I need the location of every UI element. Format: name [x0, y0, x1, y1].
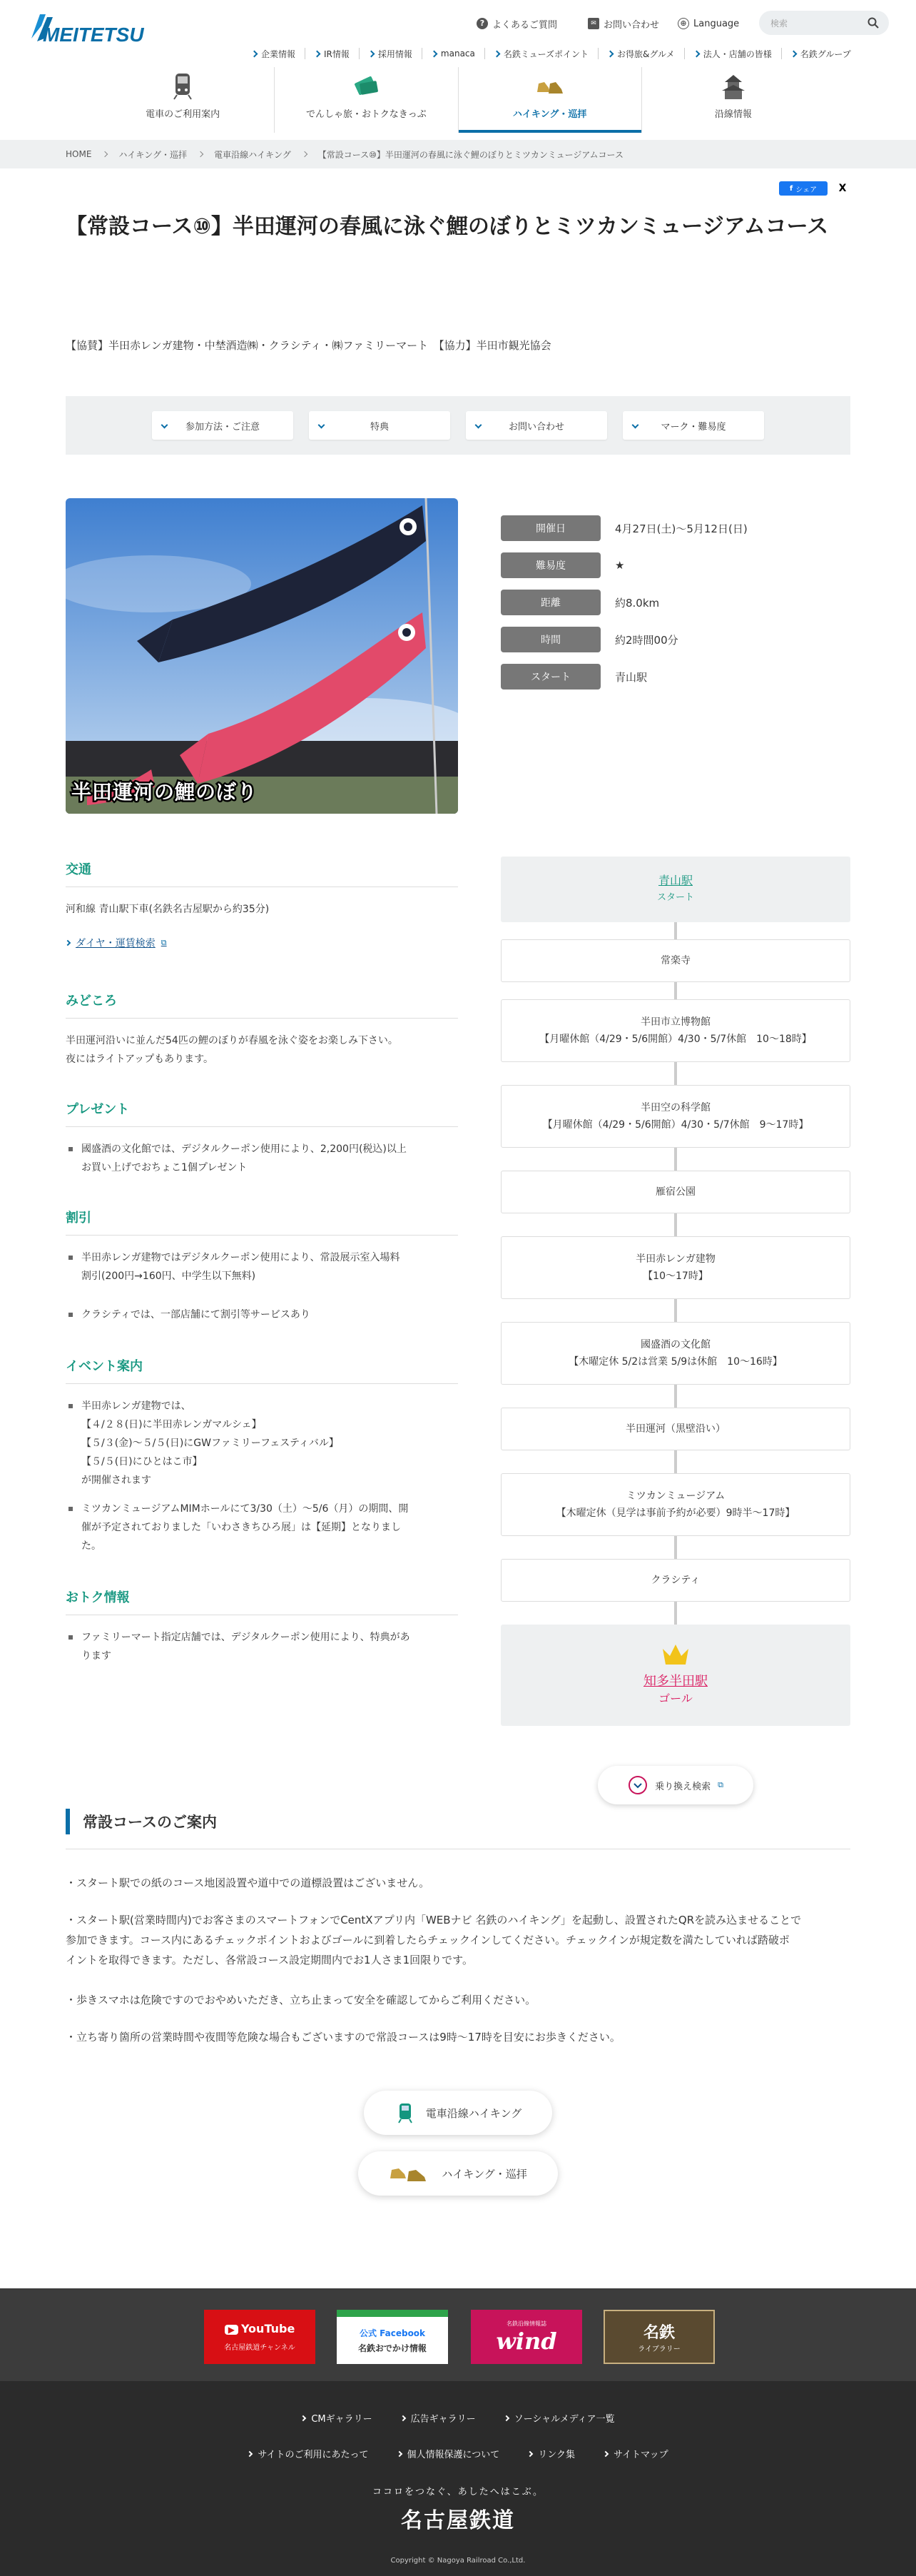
list-item-line: 催が予定されておりました「いわさきちひろ展」は【延期】となりまし [81, 1522, 401, 1533]
facebook-banner[interactable] [337, 2310, 448, 2364]
chevron-right-icon [300, 2415, 306, 2420]
stop-name: 半田空の科学館 [641, 1102, 711, 1113]
regular-paragraph [66, 2027, 858, 2047]
subnav-label: お得旅&グルメ [617, 49, 675, 59]
x-share-button[interactable] [835, 181, 850, 196]
facebook-banner-title: 公式 Facebook [359, 2328, 426, 2338]
stop-name: 半田赤レンガ建物 [636, 1253, 716, 1265]
start-tag: スタート [656, 892, 694, 903]
subnav-label: 名鉄ミューズポイント [503, 49, 589, 59]
breadcrumb-current: 【常設コース⑩】半田運河の春風に泳ぐ鯉のぼりとミツカンミュージアムコース [317, 149, 624, 160]
timetable-link-label: ダイヤ・運賃検索 [76, 938, 156, 949]
route-stop [501, 1322, 850, 1385]
tab-label: マーク・難易度 [661, 421, 726, 433]
chevron-right-icon [527, 2450, 533, 2456]
list-item-line: 國盛酒の文化館では、デジタルクーポン使用により、2,200円(税込)以上 [81, 1143, 407, 1155]
hiking-pilgrimage-label: ハイキング・巡拝 [442, 2167, 527, 2181]
route-start [501, 857, 850, 922]
wind-banner-title: wind [496, 2327, 557, 2355]
faq-label: よくあるご質問 [492, 19, 558, 31]
x-icon: X [838, 183, 847, 194]
footer-link[interactable] [301, 2411, 372, 2425]
footer-link[interactable] [504, 2411, 615, 2425]
chevron-right-icon [251, 50, 258, 57]
chevron-right-icon [314, 50, 321, 57]
subnav-item[interactable] [684, 48, 781, 59]
route-goal [501, 1625, 850, 1726]
section-heading: おトク情報 [66, 1587, 458, 1615]
route-stop [501, 939, 850, 982]
chevron-down-icon [632, 422, 639, 429]
hiking-shoes-icon [534, 72, 566, 101]
clock-icon [628, 1775, 648, 1795]
tab-label: お問い合わせ [508, 421, 564, 433]
list-item [66, 1248, 458, 1286]
tab-label: 参加方法・ご注意 [185, 421, 260, 433]
info-value: 4月27日(土)～5月12日(日) [615, 522, 748, 535]
external-link-icon: ⧉ [161, 938, 167, 947]
site-header [0, 0, 916, 140]
chevron-right-icon [396, 2450, 402, 2456]
search-input[interactable] [759, 11, 889, 35]
present-section [66, 1099, 458, 1191]
transfer-search-button[interactable] [598, 1766, 753, 1804]
route-stop [501, 1408, 850, 1450]
stop-hours: 【月曜休館（4/29・5/6開館）4/30・5/7休館 9～17時】 [542, 1119, 809, 1131]
footer [0, 2381, 916, 2576]
sub-navigation [243, 43, 860, 64]
tab-label: 特典 [370, 421, 389, 433]
paragraph-line: ・スタート駅(営業時間内)でお客さまのスマートフォンでCentXアプリ内「WEBナビ 名鉄のハイキング」を起動し、設置されたQRを読み込ませることで [66, 1914, 802, 1926]
copyright: Copyright © Nagoya Railroad Co.,Ltd. [390, 2557, 526, 2565]
library-banner-sub: ライブラリー [638, 2345, 681, 2353]
logo-text: MEITETSU [43, 24, 144, 46]
koinobori-image [66, 498, 458, 814]
deals-section [66, 1587, 458, 1680]
route-stop [501, 1171, 850, 1213]
page-title: 【常設コース⑩】半田運河の春風に泳ぐ鯉のぼりとミツカンミュージアムコース [66, 214, 829, 239]
stop-hours: 【10～17時】 [643, 1271, 708, 1282]
mainnav-tickets[interactable] [274, 67, 457, 133]
subnav-label: IR情報 [324, 49, 350, 59]
section-heading: プレゼント [66, 1099, 458, 1127]
footer-link[interactable] [528, 2447, 575, 2460]
route-stop [501, 1473, 850, 1536]
footer-link-label: サイトマップ [614, 2450, 668, 2460]
facebook-share-button[interactable] [779, 181, 828, 196]
meitetsu-logo[interactable] [27, 10, 156, 51]
external-link-icon: ⧉ [718, 1780, 723, 1789]
hiking-shoes-icon [389, 2163, 432, 2184]
discount-section [66, 1208, 458, 1338]
crown-icon [661, 1643, 690, 1667]
mail-icon: ✉ [588, 18, 599, 29]
footer-links-2 [0, 2447, 916, 2460]
section-heading: 割引 [66, 1208, 458, 1236]
footer-link-label: リンク集 [538, 2450, 575, 2460]
list-item-line: 半田赤レンガ建物ではデジタルクーポン使用により、常設展示室入場料 [81, 1252, 400, 1263]
mainnav-hiking[interactable] [458, 67, 641, 133]
footer-link[interactable] [397, 2447, 500, 2460]
info-label: 時間 [501, 627, 601, 652]
tab-marks[interactable] [623, 411, 764, 440]
chevron-down-icon [318, 422, 325, 429]
stop-name: 常楽寺 [661, 955, 691, 966]
regular-paragraph [66, 1910, 858, 1970]
wind-banner-sub: 名鉄沿線情報誌 [507, 2320, 546, 2327]
list-item-line: 【５/５(日)にひとはこ市】 [81, 1456, 203, 1468]
info-label: 難易度 [501, 552, 601, 578]
list-item-line: 【４/２８(日)に半田赤レンガマルシェ】 [81, 1419, 262, 1430]
train-icon [395, 2102, 416, 2123]
section-heading: みどころ [66, 991, 458, 1019]
goal-station-link[interactable]: 知多半田駅 [643, 1674, 708, 1689]
footer-link[interactable] [604, 2447, 668, 2460]
footer-link-label: 広告ギャラリー [410, 2414, 476, 2425]
list-item-line: ファミリーマート指定店舗では、デジタルクーポン使用により、特典があ [81, 1632, 410, 1643]
stop-name: 國盛酒の文化館 [641, 1339, 711, 1350]
highlights-text: 半田運河沿いに並んだ54匹の鯉のぼりが春風を泳ぐ姿をお楽しみ下さい。 [66, 1035, 398, 1046]
footer-link-label: CMギャラリー [311, 2414, 372, 2425]
goal-tag: ゴール [658, 1692, 693, 1705]
paragraph-line: イントを取得できます。ただし、各常設コース設定期間内でお1人さま1回限りです。 [66, 1954, 473, 1966]
chevron-right-icon [493, 50, 500, 57]
regular-paragraph [66, 1873, 858, 1893]
route-stop [501, 999, 850, 1062]
chevron-down-icon [475, 422, 482, 429]
list-item-line: ミツカンミュージアムMIMホールにて3/30（土）～5/6（月）の期間、開 [81, 1503, 409, 1515]
info-row [501, 658, 858, 695]
stop-name: ミツカンミュージアム [626, 1490, 726, 1502]
tab-contact[interactable] [466, 411, 607, 440]
start-station-link[interactable]: 青山駅 [658, 874, 693, 887]
question-icon: ? [477, 18, 488, 29]
subnav-item[interactable] [598, 48, 684, 59]
info-label: 開催日 [501, 515, 601, 541]
chevron-right-icon [102, 151, 108, 157]
youtube-title: YouTube [240, 2322, 295, 2335]
list-item-line: 割引(200円→160円、中学生以下無料) [81, 1271, 256, 1282]
chevron-right-icon [367, 50, 375, 57]
subnav-label: manaca [440, 49, 475, 59]
list-item [66, 1500, 458, 1555]
subnav-label: 採用情報 [377, 49, 412, 59]
info-value: 約2時間00分 [615, 633, 678, 647]
highlights-text: 夜にはライトアップもあります。 [66, 1054, 214, 1065]
chevron-right-icon [400, 2415, 405, 2420]
info-value: 青山駅 [615, 670, 648, 684]
subnav-item[interactable] [305, 48, 359, 59]
subnav-item[interactable] [359, 48, 422, 59]
hiking-pilgrimage-button[interactable] [358, 2151, 558, 2196]
info-row [501, 547, 858, 584]
ticket-icon [350, 72, 382, 101]
youtube-icon: ▶ YouTube [225, 2322, 295, 2335]
main-navigation [91, 67, 825, 133]
course-route [501, 857, 850, 1749]
stop-name: クラシティ [651, 1575, 701, 1586]
star-icon: ★ [615, 559, 625, 572]
search-placeholder: 検索 [770, 18, 788, 29]
event-section [66, 1356, 458, 1570]
footer-link[interactable] [401, 2411, 476, 2425]
mainnav-area-info[interactable] [641, 67, 825, 133]
info-row [501, 510, 858, 547]
list-item-line: お買い上げでおちょこ1個プレゼント [81, 1162, 248, 1173]
access-text: 河和線 青山駅下車(名鉄名古屋駅から約35分) [66, 904, 270, 915]
contact-label: お問い合わせ [604, 19, 660, 31]
footer-link-label: 個人情報保護について [407, 2450, 500, 2460]
train-icon [167, 72, 198, 101]
subnav-item[interactable] [781, 48, 860, 59]
info-label: スタート [501, 664, 601, 690]
stop-hours: 【木曜定休（見学は事前予約が必要）9時半～17時】 [556, 1507, 795, 1519]
regular-course-heading: 常設コースのご案内 [66, 1809, 217, 1834]
facebook-banner-sub: 名鉄おでかけ情報 [358, 2343, 427, 2353]
photo-caption: 半田運河の鯉のぼり [71, 780, 258, 804]
paragraph-line: ・スタート駅での紙のコース地図設置や道中での道標設置はございません。 [66, 1877, 430, 1889]
faq-link[interactable] [477, 14, 557, 33]
stop-hours: 【月曜休館（4/29・5/6開館）4/30・5/7休館 10～18時】 [539, 1034, 812, 1045]
list-item-line: 半田赤レンガ建物では、 [81, 1400, 191, 1412]
youtube-banner[interactable] [204, 2310, 315, 2364]
chevron-right-icon [693, 50, 700, 57]
list-item-line: が開催されます [81, 1475, 151, 1486]
globe-icon: ⊕ [678, 18, 689, 29]
list-item-line: 【５/３(金)～５/５(日)にGWファミリーフェスティバル】 [81, 1438, 339, 1449]
tab-benefits[interactable] [309, 411, 450, 440]
tab-participation[interactable] [152, 411, 293, 440]
mainnav-label: 電車のご利用案内 [146, 109, 220, 120]
info-label: 距離 [501, 590, 601, 615]
chevron-right-icon [301, 151, 307, 157]
info-row [501, 621, 858, 658]
breadcrumb [0, 140, 916, 168]
language-label: Language [693, 18, 740, 29]
chevron-right-icon [790, 50, 797, 57]
footer-link-label: ソーシャルメディア一覧 [514, 2414, 615, 2425]
info-value: 約8.0km [615, 596, 660, 610]
subnav-item[interactable] [422, 48, 484, 59]
breadcrumb-home[interactable]: HOME [66, 149, 92, 159]
facebook-share-label: シェア [795, 186, 818, 194]
list-item [66, 1140, 458, 1177]
footer-banners [0, 2288, 916, 2381]
castle-icon [718, 72, 749, 101]
stop-name: 半田市立博物館 [641, 1016, 711, 1028]
list-item [66, 1397, 458, 1490]
route-stop [501, 1085, 850, 1148]
mainnav-label: 沿線情報 [714, 109, 752, 120]
paragraph-line: 参加できます。コース内にあるチェックポイントおよびゴールに到着したらチェックインしてください。チェックインが規定数を満たしていれば踏破ポ [66, 1934, 790, 1946]
chevron-right-icon [603, 2450, 609, 2456]
chevron-right-icon [198, 151, 203, 157]
subnav-item[interactable] [243, 48, 305, 59]
course-info [501, 510, 858, 695]
footer-link-label: サイトのご利用にあたって [258, 2450, 369, 2460]
section-heading: イベント案内 [66, 1356, 458, 1384]
facebook-icon: f [789, 184, 793, 193]
access-section [66, 859, 458, 950]
footer-tagline: ココロをつなぐ、あしたへはこぶ。 [372, 2487, 544, 2497]
chevron-right-icon [65, 940, 71, 946]
list-item-line: クラシティでは、一部店舗にて割引等サービスあり [81, 1309, 310, 1320]
youtube-sub: 名古屋鉄道チャンネル [224, 2344, 295, 2352]
chevron-right-icon [247, 2450, 253, 2456]
subnav-label: 企業情報 [261, 49, 296, 59]
highlights-section [66, 991, 458, 1069]
breadcrumb-hiking[interactable]: ハイキング・巡拝 [118, 149, 188, 160]
list-item-line: た。 [81, 1540, 101, 1552]
route-stop [501, 1236, 850, 1299]
anchor-tabs [66, 396, 850, 455]
stop-name: 半田運河（黒壁沿い） [626, 1423, 726, 1435]
mainnav-train-guide[interactable] [91, 67, 274, 133]
company-name: 名古屋鉄道 [401, 2508, 515, 2533]
footer-link[interactable] [248, 2447, 368, 2460]
library-banner[interactable] [604, 2310, 715, 2364]
contact-link[interactable] [588, 14, 659, 33]
chevron-right-icon [503, 2415, 509, 2420]
chevron-right-icon [607, 50, 614, 57]
transfer-search-label: 乗り換え検索 [655, 1781, 711, 1792]
stop-hours: 【木曜定休 5/2は営業 5/9は休館 10～16時】 [569, 1356, 783, 1368]
line-hiking-button[interactable] [364, 2091, 552, 2135]
chevron-down-icon [161, 422, 168, 429]
list-item-line: ります [81, 1650, 111, 1662]
paragraph-line: ・歩きスマホは危険ですのでおやめいただき、立ち止まって安全を確認してからご利用ください。 [66, 1994, 536, 2006]
section-heading: 交通 [66, 859, 458, 887]
sponsor-text: 【協賛】半田赤レンガ建物・中埜酒造㈱・クラシティ・㈱ファミリーマート 【協力】半田市観光協会 [66, 339, 551, 352]
regular-paragraph [66, 1990, 858, 2010]
search-icon[interactable] [867, 17, 879, 29]
chevron-right-icon [430, 50, 437, 57]
library-banner-title: 名鉄 [643, 2324, 675, 2342]
stop-name: 雁宿公園 [656, 1186, 696, 1198]
course-photo [66, 498, 458, 814]
info-row [501, 584, 858, 621]
wind-banner[interactable] [471, 2310, 582, 2364]
route-stop [501, 1559, 850, 1602]
list-item [66, 1628, 458, 1665]
mainnav-label: でんしゃ旅・おトクなきっぷ [306, 109, 427, 120]
language-link[interactable] [678, 14, 739, 33]
subnav-label: 名鉄グループ [800, 49, 851, 59]
subnav-label: 法人・店舗の皆様 [703, 49, 772, 59]
mainnav-label: ハイキング・巡拝 [512, 109, 587, 120]
subnav-item[interactable] [484, 48, 598, 59]
list-item [66, 1305, 458, 1324]
paragraph-line: ・立ち寄り箇所の営業時間や夜間等危険な場合もございますので常設コースは9時～17時を目安にお歩きください。 [66, 2031, 621, 2044]
line-hiking-label: 電車沿線ハイキング [425, 2106, 522, 2120]
timetable-link[interactable] [66, 936, 458, 950]
footer-links-1 [0, 2411, 916, 2425]
breadcrumb-line-hiking[interactable]: 電車沿線ハイキング [214, 149, 291, 160]
